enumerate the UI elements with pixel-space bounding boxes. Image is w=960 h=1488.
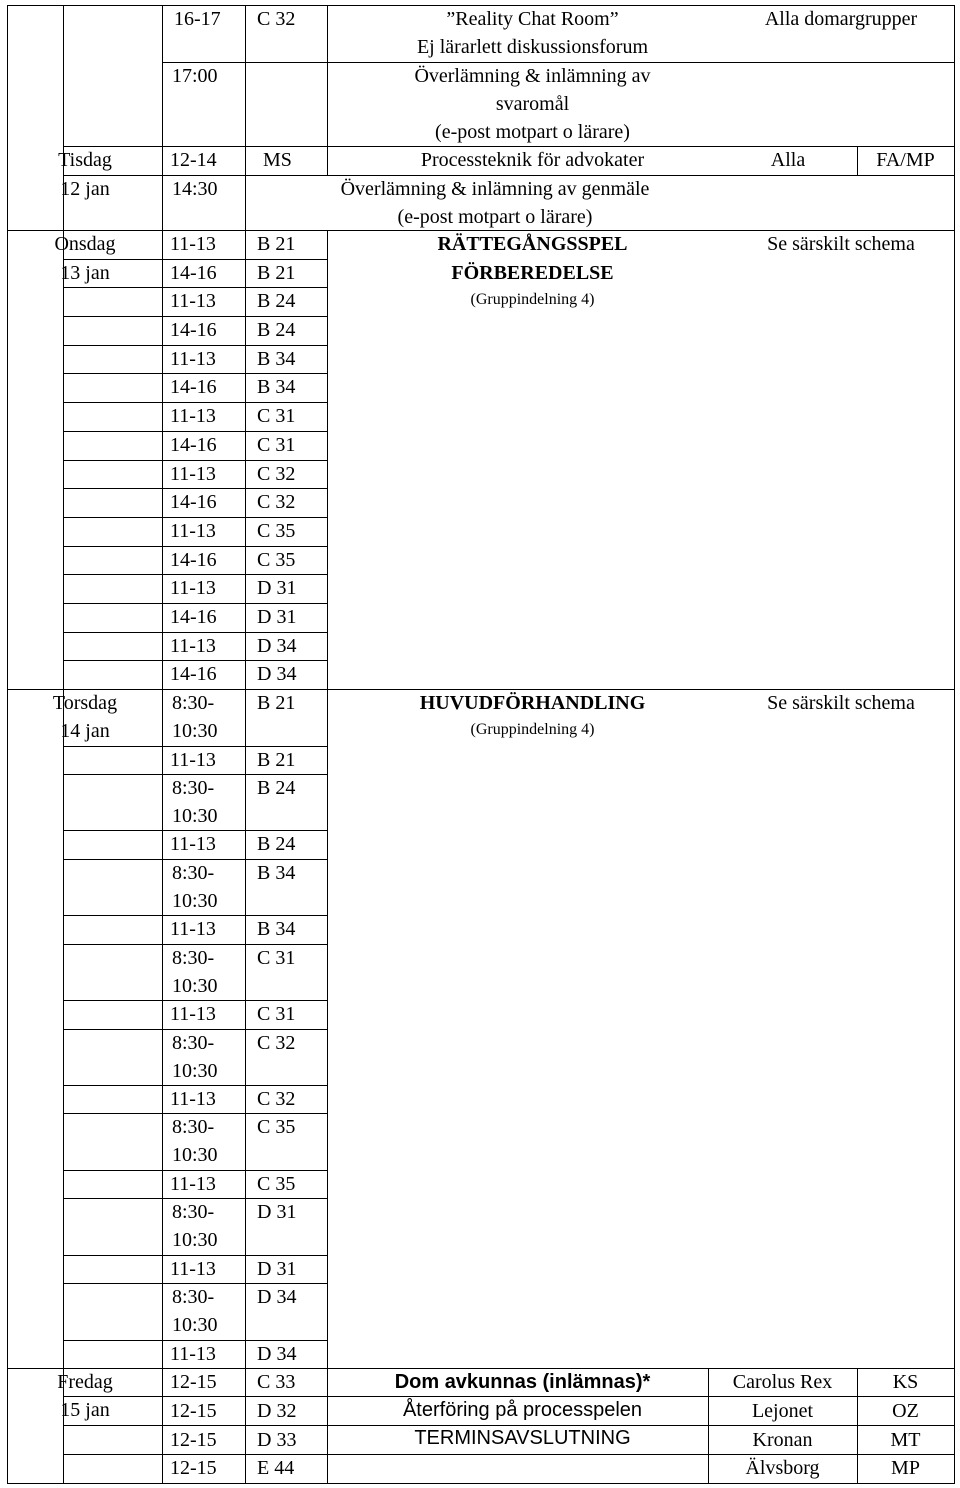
group-cell: Alla domargrupper	[764, 8, 918, 30]
room-cell: B 34	[257, 348, 296, 370]
event-text: svaromål	[495, 93, 570, 115]
time-cell: 10:30	[172, 1060, 218, 1082]
event-title: RÄTTEGÅNGSSPEL	[437, 233, 628, 255]
time-cell: 10:30	[172, 890, 218, 912]
event-text: Överlämning & inlämning av genmäle	[340, 178, 650, 200]
group-cell: Älvsborg	[745, 1457, 820, 1479]
event-text: Återföring på processpelen	[402, 1399, 643, 1421]
room-cell: D 31	[257, 1258, 297, 1280]
time-cell: 10:30	[172, 1229, 218, 1251]
time-cell: 11-13	[170, 1003, 216, 1025]
time-cell: 8:30-	[172, 1116, 215, 1138]
time-cell: 11-13	[170, 1258, 216, 1280]
teacher-cell: FA/MP	[876, 149, 935, 171]
room-cell: B 24	[257, 319, 296, 341]
date-label: 12 jan	[60, 178, 110, 200]
room-cell: B 21	[257, 262, 296, 284]
time-cell: 8:30-	[172, 947, 215, 969]
time-cell: 12-15	[170, 1457, 217, 1479]
time-cell: 11-13	[170, 405, 216, 427]
room-cell: C 32	[257, 1088, 296, 1110]
room-cell: D 34	[257, 663, 297, 685]
day-label: Onsdag	[54, 233, 116, 255]
room-cell: D 32	[257, 1400, 297, 1422]
time-cell: 11-13	[170, 348, 216, 370]
time-cell: 11-13	[170, 233, 216, 255]
room-cell: C 33	[257, 1371, 296, 1393]
room-cell: MS	[263, 149, 292, 171]
room-cell: B 34	[257, 862, 296, 884]
teacher-cell: OZ	[892, 1400, 919, 1422]
time-cell: 8:30-	[172, 777, 215, 799]
event-text: ”Reality Chat Room”	[446, 8, 619, 30]
time-cell: 11-13	[170, 749, 216, 771]
event-title: HUVUDFÖRHANDLING	[419, 692, 646, 714]
room-cell: C 31	[257, 405, 296, 427]
event-text: (e-post motpart o lärare)	[435, 121, 630, 143]
room-cell: C 31	[257, 434, 296, 456]
time-cell: 14-16	[170, 491, 217, 513]
room-cell: E 44	[257, 1457, 295, 1479]
group-cell: Carolus Rex	[732, 1371, 833, 1393]
time-cell: 8:30-	[172, 862, 215, 884]
time-cell: 8:30-	[172, 1286, 215, 1308]
time-cell: 17:00	[172, 65, 218, 87]
time-cell: 8:30-	[172, 1032, 215, 1054]
room-cell: B 21	[257, 692, 296, 714]
room-cell: D 31	[257, 1201, 297, 1223]
event-title: FÖRBEREDELSE	[451, 262, 614, 284]
group-cell: Alla	[770, 149, 806, 171]
room-cell: C 32	[257, 463, 296, 485]
time-cell: 14-16	[170, 319, 217, 341]
event-text: Processteknik för advokater	[420, 149, 645, 171]
time-cell: 8:30-	[172, 1201, 215, 1223]
room-cell: D 31	[257, 577, 297, 599]
group-cell: Se särskilt schema	[767, 692, 915, 714]
room-cell: C 32	[257, 491, 296, 513]
time-cell: 11-13	[170, 833, 216, 855]
event-note: (Gruppindelning 4)	[470, 291, 595, 308]
room-cell: B 34	[257, 376, 296, 398]
date-label: 14 jan	[60, 720, 110, 742]
time-cell: 10:30	[172, 1144, 218, 1166]
time-cell: 11-13	[170, 290, 216, 312]
time-cell: 16-17	[174, 8, 221, 30]
time-cell: 14-16	[170, 606, 217, 628]
group-cell: Kronan	[752, 1429, 813, 1451]
time-cell: 11-13	[170, 1173, 216, 1195]
event-text: (e-post motpart o lärare)	[397, 206, 593, 228]
room-cell: C 35	[257, 520, 296, 542]
time-cell: 14-16	[170, 663, 217, 685]
time-cell: 11-13	[170, 577, 216, 599]
time-cell: 11-13	[170, 1343, 216, 1365]
teacher-cell: MP	[891, 1457, 920, 1479]
event-text: Överlämning & inlämning av	[414, 65, 651, 87]
group-cell: Lejonet	[751, 1400, 814, 1422]
room-cell: B 21	[257, 749, 296, 771]
time-cell: 12-14	[170, 149, 217, 171]
room-cell: D 34	[257, 1286, 297, 1308]
time-cell: 14-16	[170, 434, 217, 456]
grid-line-vertical	[327, 230, 328, 1484]
time-cell: 12-15	[170, 1371, 217, 1393]
room-cell: B 24	[257, 833, 296, 855]
event-text: Ej lärarlett diskussionsforum	[416, 36, 649, 58]
time-cell: 11-13	[170, 918, 216, 940]
time-cell: 11-13	[170, 1088, 216, 1110]
time-cell: 11-13	[170, 520, 216, 542]
time-cell: 12-15	[170, 1400, 217, 1422]
time-cell: 14-16	[170, 262, 217, 284]
group-cell: Se särskilt schema	[767, 233, 915, 255]
time-cell: 8:30-	[172, 692, 215, 714]
time-cell: 11-13	[170, 635, 216, 657]
time-cell: 14-16	[170, 376, 217, 398]
room-cell: C 32	[257, 1032, 296, 1054]
grid-line-vertical	[245, 5, 246, 1484]
room-cell: D 34	[257, 635, 297, 657]
date-label: 13 jan	[60, 262, 110, 284]
room-cell: C 35	[257, 549, 296, 571]
room-cell: D 31	[257, 606, 297, 628]
time-cell: 10:30	[172, 975, 218, 997]
time-cell: 10:30	[172, 805, 218, 827]
event-note: (Gruppindelning 4)	[470, 721, 595, 738]
event-text: TERMINSAVSLUTNING	[414, 1427, 631, 1449]
teacher-cell: KS	[892, 1371, 919, 1393]
day-label: Fredag	[57, 1371, 113, 1393]
day-label: Tisdag	[58, 149, 112, 171]
time-cell: 11-13	[170, 463, 216, 485]
event-title: Dom avkunnas (inlämnas)*	[394, 1371, 651, 1393]
room-cell: C 31	[257, 947, 296, 969]
room-cell: C 35	[257, 1173, 296, 1195]
grid-line-vertical	[954, 5, 955, 1484]
grid-line-horizontal	[7, 1483, 955, 1484]
room-cell: B 34	[257, 918, 296, 940]
time-cell: 10:30	[172, 720, 218, 742]
teacher-cell: MT	[890, 1429, 921, 1451]
room-cell: B 24	[257, 777, 296, 799]
room-cell: B 24	[257, 290, 296, 312]
room-cell: C 32	[257, 8, 296, 30]
room-cell: D 34	[257, 1343, 297, 1365]
room-cell: C 35	[257, 1116, 296, 1138]
time-cell: 14-16	[170, 549, 217, 571]
time-cell: 10:30	[172, 1314, 218, 1336]
room-cell: C 31	[257, 1003, 296, 1025]
room-cell: D 33	[257, 1429, 297, 1451]
room-cell: B 21	[257, 233, 296, 255]
date-label: 15 jan	[60, 1399, 110, 1421]
day-label: Torsdag	[52, 692, 118, 714]
time-cell: 14:30	[172, 178, 218, 200]
time-cell: 12-15	[170, 1429, 217, 1451]
